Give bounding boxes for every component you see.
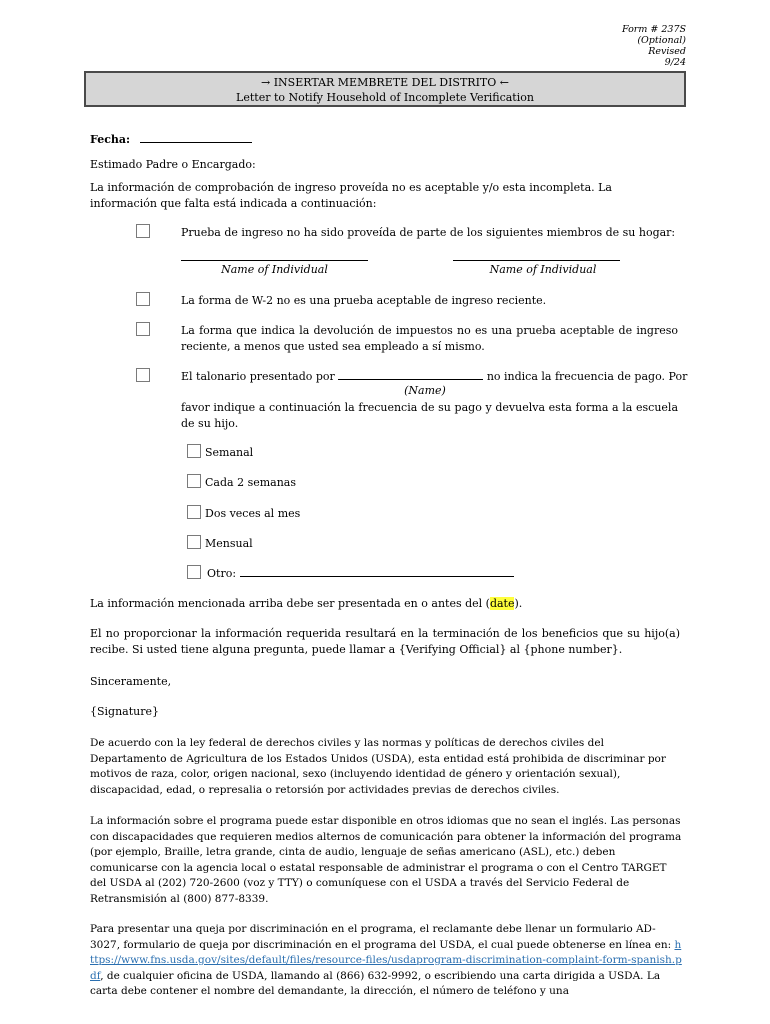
option-other-line bbox=[207, 566, 514, 582]
closing: Sinceramente, bbox=[90, 675, 172, 688]
checkbox-pay-stub[interactable] bbox=[136, 368, 150, 382]
checkbox-weekly[interactable] bbox=[187, 444, 201, 458]
district-letterhead-box bbox=[84, 71, 686, 107]
pay-stub-after: no indica la frecuencia de pago. Por bbox=[486, 370, 688, 383]
complaint-text-before: Para presentar una queja por discriminación en el programa, el reclamante debe llenar un formulario AD-3027, formulario de queja por discriminación en el programa del USDA, el cual puede obtenerse en línea en: bbox=[90, 923, 675, 951]
name-blank-1[interactable] bbox=[181, 260, 368, 261]
nondiscrimination-paragraph-1: De acuerdo con la ley federal de derechos civiles y las normas y políticas de derechos civiles del Departamento de Agricultura de los Estados Unidos (USDA), esta entidad está prohibida de discriminar por motivos de raza, color, origen nacional, sexo (incluyendo identidad de género y orientación sexual), discapacidad, edad, o represalia o retorsión por actividades previas de derechos civiles. bbox=[90, 737, 666, 796]
name-caption-1: Name of Individual bbox=[221, 263, 328, 276]
deadline-before: La información mencionada arriba debe ser presentada en o antes del ( bbox=[90, 597, 490, 610]
checkbox-other[interactable] bbox=[187, 565, 201, 579]
deadline-date-placeholder: date bbox=[489, 597, 515, 610]
date-label: Fecha: bbox=[90, 133, 131, 146]
greeting: Estimado Padre o Encargado: bbox=[90, 158, 256, 171]
date-field bbox=[90, 132, 252, 148]
pay-stub-name-caption: (Name) bbox=[404, 384, 446, 397]
other-frequency-blank[interactable] bbox=[240, 576, 514, 577]
tax-return-text: La forma que indica la devolución de impuestos no es una prueba aceptable de ingreso reciente, a menos que usted sea empleado a sí mismo. bbox=[181, 324, 678, 353]
form-optional: (Optional) bbox=[637, 35, 686, 46]
checkbox-w2[interactable] bbox=[136, 292, 150, 306]
pay-stub-line bbox=[181, 369, 688, 385]
pay-stub-continued: favor indique a continuación la frecuencia de su pago y devuelva esta forma a la escuela de su hijo. bbox=[181, 401, 678, 430]
checkbox-monthly[interactable] bbox=[187, 535, 201, 549]
signature-placeholder: {Signature} bbox=[90, 705, 160, 718]
form-revised: Revised bbox=[648, 46, 686, 57]
option-biweekly: Cada 2 semanas bbox=[205, 476, 296, 489]
name-blank-2[interactable] bbox=[453, 260, 620, 261]
pay-stub-name-blank[interactable] bbox=[338, 379, 483, 380]
date-blank[interactable] bbox=[140, 142, 252, 143]
form-number: Form # 237S bbox=[622, 24, 686, 35]
checkbox-tax-return[interactable] bbox=[136, 322, 150, 336]
nondiscrimination-paragraph-3 bbox=[90, 922, 682, 1000]
form-number-note bbox=[622, 24, 686, 68]
letter-subtitle: Letter to Notify Household of Incomplete Verification bbox=[236, 91, 534, 104]
option-monthly: Mensual bbox=[205, 537, 253, 550]
complaint-form-link[interactable]: https://www.fns.usda.gov/sites/default/files/resource-files/usdaprogram-discrimination-complaint-form-spanish.pdf bbox=[90, 938, 682, 982]
intro-paragraph: La información de comprobación de ingreso proveída no es aceptable y/o esta incompleta. La información que falta está indicada a continuación: bbox=[90, 181, 612, 210]
proof-missing-text: Prueba de ingreso no ha sido proveída de parte de los siguientes miembros de su hogar: bbox=[181, 226, 676, 239]
name-caption-2: Name of Individual bbox=[489, 263, 597, 276]
option-weekly: Semanal bbox=[205, 446, 254, 459]
checkbox-biweekly[interactable] bbox=[187, 474, 201, 488]
complaint-text-after: , de cualquier oficina de USDA, llamando al (866) 632-9992, o escribiendo una carta dirigida a USDA. La carta debe contener el nombre del demandante, la dirección, el número de teléfono y una bbox=[90, 969, 661, 997]
form-revised-date: 9/24 bbox=[664, 57, 686, 68]
w2-text: La forma de W-2 no es una prueba aceptable de ingreso reciente. bbox=[181, 294, 547, 307]
warning-paragraph: El no proporcionar la información requerida resultará en la terminación de los beneficios que su hijo(a) recibe. Si usted tiene alguna pregunta, puede llamar a {Verifying Official} al {phone number}. bbox=[90, 627, 680, 656]
nondiscrimination-paragraph-2: La información sobre el programa puede estar disponible en otros idiomas que no sean el inglés. Las personas con discapacidades que requieren medios alternos de comunicación para obtener la información del programa (por ejemplo, Braille, letra grande, cinta de audio, lenguaje de señas americano (ASL), etc.) deben comunicarse con la agencia local o estatal responsable de administrar el programa o con el Centro TARGET del USDA al (202) 720-2600 (voz y TTY) o comuníquese con el USDA a través del Servicio Federal de Retransmisión al (800) 877-8339. bbox=[90, 815, 682, 905]
deadline-after: ). bbox=[514, 597, 523, 610]
option-twice-month: Dos veces al mes bbox=[205, 507, 301, 520]
letterhead-title: → INSERTAR MEMBRETE DEL DISTRITO ← bbox=[261, 76, 509, 89]
checkbox-proof-missing[interactable] bbox=[136, 224, 150, 238]
pay-stub-before: El talonario presentado por bbox=[181, 370, 335, 383]
deadline-sentence bbox=[90, 596, 522, 612]
checkbox-twice-month[interactable] bbox=[187, 505, 201, 519]
option-other: Otro: bbox=[207, 567, 237, 580]
